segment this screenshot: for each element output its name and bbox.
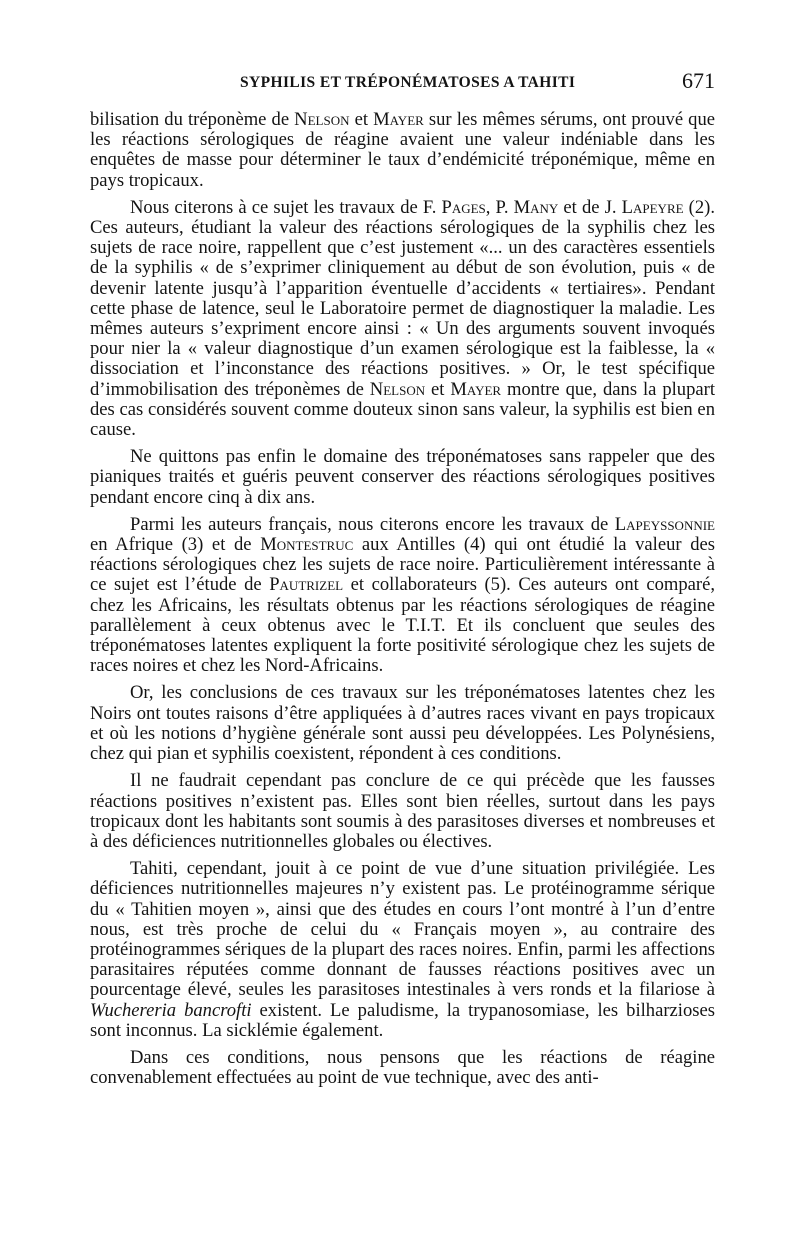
page-number: 671 xyxy=(682,68,715,93)
text-run: , P. xyxy=(485,196,514,218)
text-run: Nous citerons à ce sujet les travaux de F. xyxy=(130,196,442,218)
text-run: et xyxy=(425,378,451,400)
text-run: Dans ces conditions, nous pensons que les réactions de réagine convenablement effectuées au point de vue technique, avec des anti- xyxy=(90,1046,715,1089)
text-run: Tahiti, cependant, jouit à ce point de vue d’une situation privilégiée. Les déficiences nutritionnelles majeures n’y existent pas. Le protéinogramme sérique du « Tahitien moyen », ainsi que des études en cours l’ont montré à l’un d’entre nous, est très proche de celui du « Français moyen », au contraire des protéinogrammes sériques de la plupart des races noires. Enfin, parmi les affections parasitaires réputées comme donnant de fausses réactions positives avec un pourcentage élevé, seules les parasitoses intestinales à vers ronds et la filariose à xyxy=(90,858,715,1001)
paragraph xyxy=(90,447,715,508)
text-run: (2). Ces auteurs, étudiant la valeur des réactions sérologiques de la syphilis chez les sujets de race noire, rappellent que c’est justement «... un des caractères essentiels de la syphilis « de s’exprimer cliniquement au début de son évolution, puis « de devenir latente jusqu’à l’apparition éventuelle d’accidents « tertiaires». Pendant cette phase de latence, seul le Laboratoire permet de diagnostiquer la maladie. Les mêmes auteurs s’expriment encore ainsi : « Un des arguments souvent invoqués pour nier la « valeur diagnostique d’un examen sérologique est la faiblesse, la « dissociation et l’inconstance des réactions positives. » Or, le test spécifique d’immobilisation des tréponèmes de xyxy=(90,196,716,400)
text-run: en Afrique (3) et de xyxy=(90,534,261,556)
paragraph xyxy=(90,683,715,764)
paragraph xyxy=(90,515,715,677)
page-header xyxy=(90,68,715,102)
text-run: aux Antilles (4) qui ont étudié la valeur des réactions sérologiques chez les sujets de race noire. Particulièrement intéressante à ce sujet est l’étude de xyxy=(90,534,715,596)
author-name: Lapeyre xyxy=(621,196,684,218)
text-run: existent. Le paludisme, la trypanosomiase, les bilharzioses sont inconnus. La sicklémie également. xyxy=(90,999,715,1041)
text-run: Ne quittons pas enfin le domaine des tréponématoses sans rappeler que des pianiques traités et guéris peuvent conserver des réactions sérologiques positives pendant encore cinq à dix ans. xyxy=(90,446,715,508)
text-run: et de J. xyxy=(558,196,622,218)
text-run: et collaborateurs (5). Ces auteurs ont comparé, chez les Africains, les résultats obtenus par les réactions sérologiques de réagine parallèlement à ceux obtenus avec le T.I.T. Et ils concluent que seules des tréponématoses latentes expliquent la forte positivité sérologique chez les sujets de races noires et chez les Nord-Africains. xyxy=(90,574,715,677)
italic-term: Wuchereria bancrofti xyxy=(90,999,252,1021)
paragraph xyxy=(90,771,715,852)
text-run: bilisation du tréponème de xyxy=(90,109,295,130)
author-name: Pages xyxy=(441,196,486,218)
paragraph xyxy=(90,110,715,191)
text-run: et xyxy=(349,109,374,130)
paragraph xyxy=(90,198,715,440)
paragraph xyxy=(90,859,715,1041)
author-name: Mayer xyxy=(373,109,424,130)
text-run: sur les mêmes sérums, ont prouvé que les réactions sérologiques de réagine avaient une valeur indéniable dans les enquêtes de masse pour déterminer le taux d’endémicité tréponémique, même en pays tropicaux. xyxy=(90,109,715,191)
author-name: Mayer xyxy=(450,378,502,400)
author-name: Lapeyssonnie xyxy=(614,513,715,535)
author-name: Nelson xyxy=(294,109,350,130)
author-name: Many xyxy=(513,196,559,218)
running-title: SYPHILIS ET TRÉPONÉMATOSES A TAHITI xyxy=(240,74,576,91)
body-text xyxy=(90,110,715,1088)
document-page xyxy=(90,68,715,1095)
paragraph xyxy=(90,1048,715,1088)
author-name: Montestruc xyxy=(260,534,354,556)
author-name: Nelson xyxy=(369,378,426,400)
text-run: Or, les conclusions de ces travaux sur les tréponématoses latentes chez les Noirs ont toutes raisons d’être appliquées à d’autres races vivant en pays tropicaux et où les notions d’hygiène générale sont aussi peu développées. Les Polynésiens, chez qui pian et syphilis coexistent, répondent à ces conditions. xyxy=(90,682,715,765)
text-run: Parmi les auteurs français, nous citerons encore les travaux de xyxy=(130,513,615,535)
author-name: Pautrizel xyxy=(269,574,344,596)
text-run: Il ne faudrait cependant pas conclure de ce qui précède que les fausses réactions positives n’existent pas. Elles sont bien réelles, surtout dans les pays tropicaux dont les habitants sont soumis à des parasitoses diverses et nombreuses et à des déficiences nutritionnelles globales ou électives. xyxy=(90,770,715,852)
text-run: montre que, dans la plupart des cas considérés souvent comme douteux sinon sans valeur, la syphilis est bien en cause. xyxy=(90,378,715,441)
